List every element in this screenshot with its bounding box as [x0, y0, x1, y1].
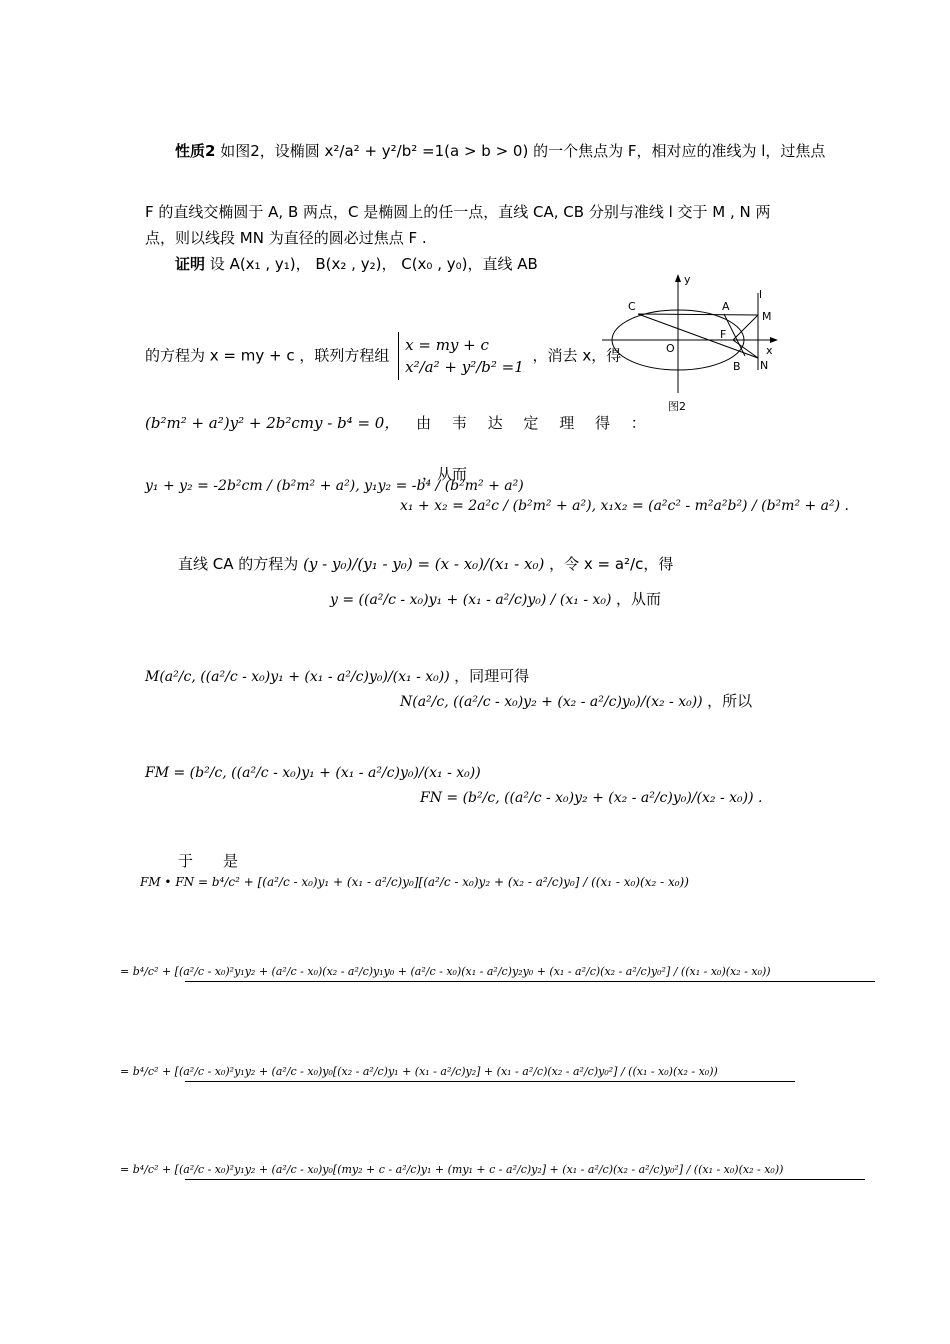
- so-text: ，所以: [707, 692, 753, 710]
- label-O: O: [666, 342, 675, 355]
- eq-step-1: [120, 965, 771, 978]
- prop-title: 性质2: [175, 142, 216, 160]
- label-F: F: [720, 328, 727, 341]
- eq-quadratic-text: (b²m² + a²)y² + 2b²cmy - b⁴ = 0，: [145, 414, 400, 432]
- y-axis-arrow: [675, 274, 681, 282]
- prop-line-3: 点，则以线段 MN 为直径的圆必过焦点 F .: [145, 229, 427, 247]
- line-CA-2: [330, 588, 661, 609]
- eq-FN-text: FN = (b²/c, ((a²/c - x₀)y₂ + (x₂ - a²/c)y₀)/(x₂ - x₀)) .: [420, 790, 763, 806]
- system-eq-1: x = my + c: [405, 336, 489, 354]
- line-CA-b: ，令 x = a²/c，得: [549, 555, 674, 573]
- ellipse-figure: [598, 268, 798, 418]
- eq-vieta-y-text: y₁ + y₂ = -2b²cm / (b²m² + a²), y₁y₂ = -b⁴ / (b²m² + a²): [145, 478, 524, 494]
- label-N: N: [760, 359, 769, 372]
- eq-N: [400, 690, 752, 711]
- x-axis-arrow: [770, 337, 778, 343]
- line-CA-y: y = ((a²/c - x₀)y₁ + (x₁ - a²/c)y₀) / (x₁ - x₀): [330, 592, 612, 608]
- proof-title: 证明: [175, 255, 206, 273]
- segment-FN: [733, 340, 758, 358]
- eq-vieta-from: ，从而: [422, 465, 468, 483]
- eq-dot: [140, 875, 689, 889]
- label-x: x: [766, 344, 773, 357]
- proof-line-1: [175, 253, 538, 274]
- vieta-text: 由 韦 达 定 理 得 ：: [416, 414, 654, 432]
- eq-FM-text: FM = (b²/c, ((a²/c - x₀)y₁ + (x₁ - a²/c)y₀)/(x₁ - x₀)): [145, 765, 481, 781]
- eq-FM: [145, 765, 481, 781]
- label-l: l: [759, 288, 763, 301]
- fraction-bar-2: [185, 1081, 795, 1082]
- figure-caption: 图2: [668, 400, 686, 413]
- eq-step-2: [120, 1065, 718, 1078]
- eq-step-2-text: = b⁴/c² + [(a²/c - x₀)²y₁y₂ + (a²/c - x₀)y₀[(x₂ - a²/c)y₁ + (x₁ - a²/c)y₂] + (x₁ - a²/c)(x₂ - a²/c)y₀²] / ((x₁ - x₀)(x₂ - x₀)): [120, 1065, 718, 1078]
- proof-line-1-text: 设 A(x₁ , y₁)， B(x₂ , y₂)， C(x₀ , y₀)，直线 AB: [209, 255, 538, 273]
- prop-line-1-text: 如图2，设椭圆 x²/a² + y²/b² =1(a > b > 0) 的一个焦点为 F，相对应的准线为 l，过焦点: [220, 142, 826, 160]
- eq-dot-text: FM • FN = b⁴/c² + [(a²/c - x₀)y₁ + (x₁ - a²/c)y₀][(a²/c - x₀)y₂ + (x₂ - a²/c)y₀] / ((x₁ - x₀)(x₂ - x₀)): [140, 875, 689, 889]
- fraction-bar-3: [185, 1179, 865, 1180]
- label-A: A: [722, 300, 730, 313]
- line-CA-1: [178, 553, 673, 574]
- system-eq-2: x²/a² + y²/b² =1: [405, 358, 524, 376]
- eq-vieta-x: [400, 498, 849, 514]
- proof-line-2: [145, 332, 621, 380]
- eq-step-3: [120, 1163, 783, 1176]
- yushi: 于 是: [178, 852, 239, 870]
- line-CA-c: ，从而: [615, 590, 661, 608]
- eq-quadratic: [145, 412, 654, 433]
- line-CA-a: 直线 CA 的方程为: [178, 555, 299, 573]
- prop-line-2: F 的直线交椭圆于 A, B 两点，C 是椭圆上的任一点，直线 CA, CB 分别与准线 l 交于 M , N 两: [145, 203, 771, 221]
- line-CA-eq: (y - y₀)/(y₁ - y₀) = (x - x₀)/(x₁ - x₀): [303, 555, 545, 573]
- same-reason: ，同理可得: [454, 667, 530, 685]
- prop-line-1: [175, 140, 825, 161]
- eq-step-3-text: = b⁴/c² + [(a²/c - x₀)²y₁y₂ + (a²/c - x₀)y₀[(my₂ + c - a²/c)y₁ + (my₁ + c - a²/c)y₂] + (x₁ - a²/c)(x₂ - a²/c)y₀²] / ((x₁ - x₀)(x₂ - x₀)): [120, 1163, 784, 1176]
- eq-M-text: M(a²/c, ((a²/c - x₀)y₁ + (x₁ - a²/c)y₀)/(x₁ - x₀)): [145, 669, 450, 685]
- label-M: M: [762, 310, 772, 323]
- fraction-bar-1: [185, 981, 875, 982]
- eq-N-text: N(a²/c, ((a²/c - x₀)y₂ + (x₂ - a²/c)y₀)/(x₂ - x₀)): [400, 694, 703, 710]
- eq-step-1-text: = b⁴/c² + [(a²/c - x₀)²y₁y₂ + (a²/c - x₀)(x₂ - a²/c)y₁y₀ + (a²/c - x₀)(x₁ - a²/c)y₂y₀ + (x₁ - a²/c)(x₂ - a²/c)y₀²] / ((x₁ - x₀)(x₂ - x₀)): [120, 965, 771, 978]
- label-y: y: [684, 273, 691, 286]
- label-C: C: [628, 300, 636, 313]
- proof-line-2b: ，消去 x，得: [532, 346, 622, 365]
- eq-M: [145, 665, 529, 686]
- equation-system: [398, 332, 524, 380]
- eq-vieta-x-text: x₁ + x₂ = 2a²c / (b²m² + a²), x₁x₂ = (a²c² - m²a²b²) / (b²m² + a²) .: [400, 498, 850, 514]
- line-CAM: [638, 314, 758, 315]
- eq-FN: [420, 790, 763, 806]
- line-CBN: [638, 314, 758, 358]
- segment-FM: [733, 315, 758, 340]
- label-B: B: [733, 360, 741, 373]
- proof-line-2a: 的方程为 x = my + c ，联列方程组: [145, 346, 390, 365]
